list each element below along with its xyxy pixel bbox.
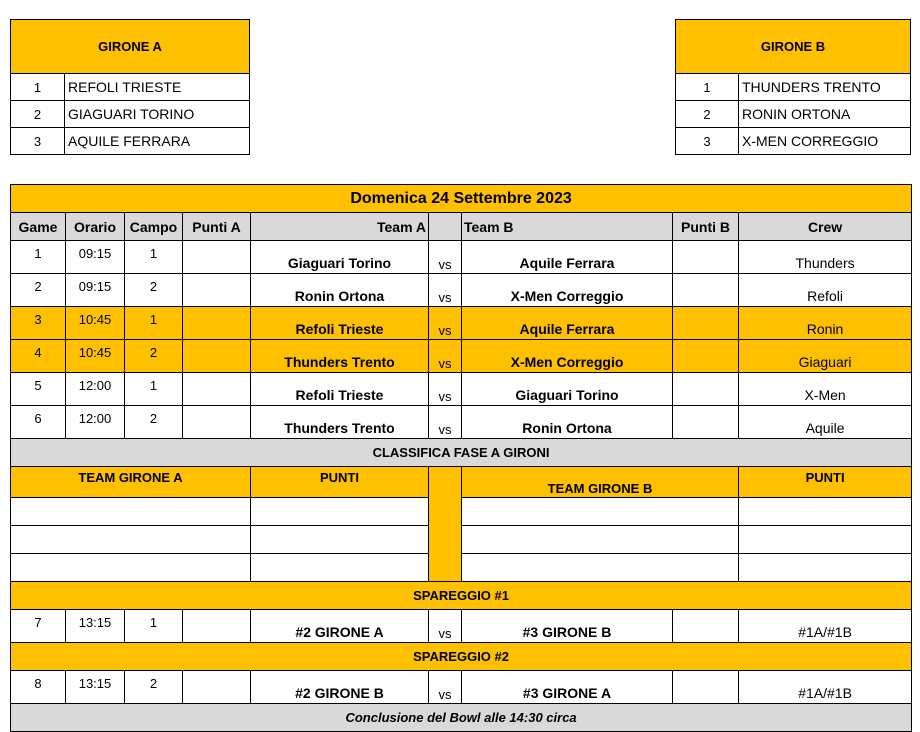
girone-a-title: GIRONE A	[11, 20, 250, 74]
header-crew: Crew	[739, 213, 912, 241]
classifica-divider	[429, 467, 462, 582]
vs-label: vs	[429, 610, 462, 643]
game-field: 2	[125, 671, 183, 704]
team-b: #3 GIRONE A	[462, 671, 673, 704]
team-b: X-Men Correggio	[462, 340, 673, 373]
team-a: Thunders Trento	[251, 340, 429, 373]
girone-b-team: THUNDERS TRENTO	[739, 74, 911, 101]
punti-a-header: PUNTI	[251, 467, 429, 498]
header-game: Game	[11, 213, 66, 241]
footer-note: Conclusione del Bowl alle 14:30 circa	[11, 704, 912, 732]
game-time: 12:00	[66, 373, 125, 406]
girone-a-pos: 3	[11, 128, 65, 155]
score-a-cell[interactable]	[183, 610, 251, 643]
score-b-cell[interactable]	[673, 671, 739, 704]
score-a-cell[interactable]	[183, 373, 251, 406]
game-number: 6	[11, 406, 66, 439]
girone-a-team: REFOLI TRIESTE	[65, 74, 250, 101]
team-girone-a-header: TEAM GIRONE A	[11, 467, 251, 498]
game-time: 09:15	[66, 241, 125, 274]
score-a-cell[interactable]	[183, 241, 251, 274]
crew: Giaguari	[739, 340, 912, 373]
team-a: Ronin Ortona	[251, 274, 429, 307]
crew: Ronin	[739, 307, 912, 340]
spareggio-2-row	[11, 671, 912, 704]
game-row	[11, 274, 912, 307]
girone-b-pos: 1	[676, 74, 739, 101]
game-row	[11, 373, 912, 406]
header-vs-spacer	[429, 213, 462, 241]
crew: Thunders	[739, 241, 912, 274]
header-team-b: Team B	[462, 213, 673, 241]
score-b-cell[interactable]	[673, 340, 739, 373]
crew: #1A/#1B	[739, 671, 912, 704]
spareggio-1-title: SPAREGGIO #1	[11, 582, 912, 610]
girone-a-team: AQUILE FERRARA	[65, 128, 250, 155]
crew: Refoli	[739, 274, 912, 307]
header-punti-b: Punti B	[673, 213, 739, 241]
girone-a-table	[10, 19, 250, 155]
vs-label: vs	[429, 241, 462, 274]
crew: Aquile	[739, 406, 912, 439]
classifica-team-b-cell[interactable]	[462, 526, 739, 554]
punti-b-header: PUNTI	[739, 467, 912, 498]
team-b: Giaguari Torino	[462, 373, 673, 406]
vs-label: vs	[429, 274, 462, 307]
game-time: 13:15	[66, 671, 125, 704]
team-b: Aquile Ferrara	[462, 241, 673, 274]
game-number: 1	[11, 241, 66, 274]
game-row	[11, 406, 912, 439]
header-punti-a: Punti A	[183, 213, 251, 241]
classifica-punti-a-cell[interactable]	[251, 498, 429, 526]
team-a: Refoli Trieste	[251, 373, 429, 406]
team-girone-b-header: TEAM GIRONE B	[462, 467, 739, 498]
score-a-cell[interactable]	[183, 340, 251, 373]
team-b: X-Men Correggio	[462, 274, 673, 307]
classifica-team-b-cell[interactable]	[462, 498, 739, 526]
girone-b-table	[675, 19, 911, 155]
score-a-cell[interactable]	[183, 307, 251, 340]
girone-b-title: GIRONE B	[676, 20, 911, 74]
score-a-cell[interactable]	[183, 671, 251, 704]
header-campo: Campo	[125, 213, 183, 241]
team-a: Giaguari Torino	[251, 241, 429, 274]
score-b-cell[interactable]	[673, 373, 739, 406]
game-field: 1	[125, 241, 183, 274]
vs-label: vs	[429, 671, 462, 704]
classifica-punti-b-cell[interactable]	[739, 526, 912, 554]
classifica-punti-b-cell[interactable]	[739, 498, 912, 526]
game-field: 2	[125, 274, 183, 307]
game-field: 1	[125, 373, 183, 406]
girone-a-pos: 1	[11, 74, 65, 101]
crew: #1A/#1B	[739, 610, 912, 643]
game-number: 8	[11, 671, 66, 704]
classifica-team-a-cell[interactable]	[11, 554, 251, 582]
game-row	[11, 307, 912, 340]
girone-b-team: X-MEN CORREGGIO	[739, 128, 911, 155]
game-time: 10:45	[66, 340, 125, 373]
score-b-cell[interactable]	[673, 274, 739, 307]
spareggio-2-title: SPAREGGIO #2	[11, 643, 912, 671]
vs-label: vs	[429, 307, 462, 340]
classifica-punti-a-cell[interactable]	[251, 554, 429, 582]
schedule-table	[10, 184, 912, 732]
team-a: Thunders Trento	[251, 406, 429, 439]
score-a-cell[interactable]	[183, 274, 251, 307]
girone-b-team: RONIN ORTONA	[739, 101, 911, 128]
crew: X-Men	[739, 373, 912, 406]
header-team-a: Team A	[251, 213, 429, 241]
classifica-team-b-cell[interactable]	[462, 554, 739, 582]
vs-label: vs	[429, 340, 462, 373]
game-number: 4	[11, 340, 66, 373]
game-time: 13:15	[66, 610, 125, 643]
header-orario: Orario	[66, 213, 125, 241]
classifica-row	[11, 554, 912, 582]
girone-a-pos: 2	[11, 101, 65, 128]
score-b-cell[interactable]	[673, 610, 739, 643]
vs-label: vs	[429, 373, 462, 406]
score-b-cell[interactable]	[673, 406, 739, 439]
team-a: Refoli Trieste	[251, 307, 429, 340]
girone-b-pos: 3	[676, 128, 739, 155]
team-b: Ronin Ortona	[462, 406, 673, 439]
vs-label: vs	[429, 406, 462, 439]
game-field: 1	[125, 307, 183, 340]
classifica-row	[11, 498, 912, 526]
girone-a-team: GIAGUARI TORINO	[65, 101, 250, 128]
schedule-title: Domenica 24 Settembre 2023	[11, 185, 912, 213]
game-number: 3	[11, 307, 66, 340]
team-b: Aquile Ferrara	[462, 307, 673, 340]
team-a: #2 GIRONE A	[251, 610, 429, 643]
game-number: 7	[11, 610, 66, 643]
spareggio-1-row	[11, 610, 912, 643]
game-row	[11, 340, 912, 373]
classifica-team-a-cell[interactable]	[11, 498, 251, 526]
team-b: #3 GIRONE B	[462, 610, 673, 643]
game-field: 2	[125, 406, 183, 439]
team-a: #2 GIRONE B	[251, 671, 429, 704]
girone-b-pos: 2	[676, 101, 739, 128]
game-row	[11, 241, 912, 274]
game-field: 2	[125, 340, 183, 373]
game-number: 5	[11, 373, 66, 406]
game-field: 1	[125, 610, 183, 643]
classifica-team-a-cell[interactable]	[11, 526, 251, 554]
game-time: 12:00	[66, 406, 125, 439]
classifica-title: CLASSIFICA FASE A GIRONI	[11, 439, 912, 467]
classifica-punti-a-cell[interactable]	[251, 526, 429, 554]
game-time: 09:15	[66, 274, 125, 307]
game-time: 10:45	[66, 307, 125, 340]
score-a-cell[interactable]	[183, 406, 251, 439]
score-b-cell[interactable]	[673, 307, 739, 340]
classifica-punti-b-cell[interactable]	[739, 554, 912, 582]
score-b-cell[interactable]	[673, 241, 739, 274]
classifica-row	[11, 526, 912, 554]
game-number: 2	[11, 274, 66, 307]
